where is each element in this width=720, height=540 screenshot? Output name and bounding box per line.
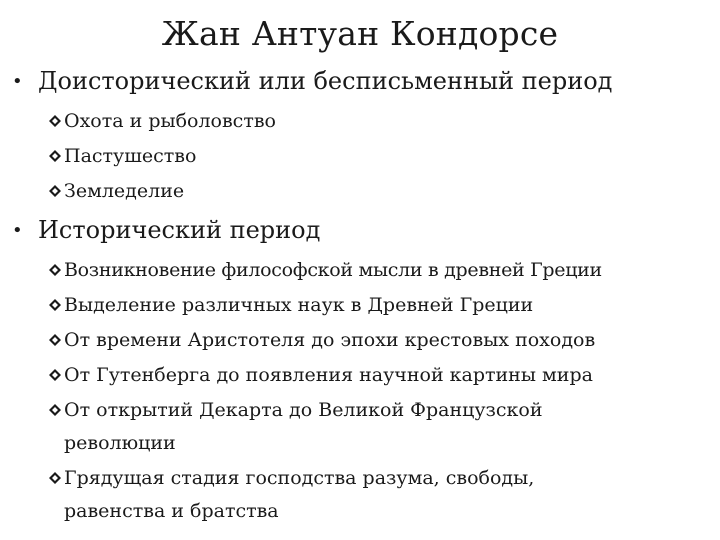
- list-item: [48, 140, 716, 173]
- diamond-bullet-icon: [48, 368, 62, 382]
- list-item-text: Возникновение философской мысли в древней Греции: [64, 259, 602, 281]
- list-item-text: Земледелие: [64, 180, 185, 202]
- diamond-bullet-icon: [48, 471, 62, 485]
- bullet-icon: •: [12, 71, 23, 92]
- list-item-text: Выделение различных наук в Древней Греции: [64, 294, 534, 316]
- list-item: [48, 254, 716, 287]
- section-2-bullet: [12, 215, 320, 246]
- list-item-text: Охота и рыболовство: [64, 110, 276, 132]
- section-1-label: Доисторический или бесписьменный период: [38, 67, 613, 95]
- list-item-text: От Гутенберга до появления научной картины мира: [64, 364, 593, 386]
- section-1-bullet: [12, 66, 612, 97]
- list-item: [48, 394, 588, 460]
- diamond-bullet-icon: [48, 263, 62, 277]
- list-item: [48, 462, 608, 528]
- list-item: [48, 289, 716, 322]
- bullet-icon: •: [12, 220, 23, 241]
- list-item: [48, 359, 716, 392]
- list-item: [48, 105, 716, 138]
- list-item-text: От времени Аристотеля до эпохи крестовых походов: [64, 329, 596, 351]
- diamond-bullet-icon: [48, 403, 62, 417]
- section-2-label: Исторический период: [38, 216, 321, 244]
- slide-title: Жан Антуан Кондорсе: [161, 14, 559, 53]
- diamond-bullet-icon: [48, 184, 62, 198]
- list-item-text: Пастушество: [64, 145, 197, 167]
- diamond-bullet-icon: [48, 333, 62, 347]
- diamond-bullet-icon: [48, 114, 62, 128]
- list-item-text: Грядущая стадия господства разума, свободы, равенства и братства: [64, 467, 535, 522]
- list-item: [48, 324, 716, 357]
- diamond-bullet-icon: [48, 298, 62, 312]
- list-item-text: От открытий Декарта до Великой Французской революции: [64, 399, 543, 454]
- list-item: [48, 175, 716, 208]
- diamond-bullet-icon: [48, 149, 62, 163]
